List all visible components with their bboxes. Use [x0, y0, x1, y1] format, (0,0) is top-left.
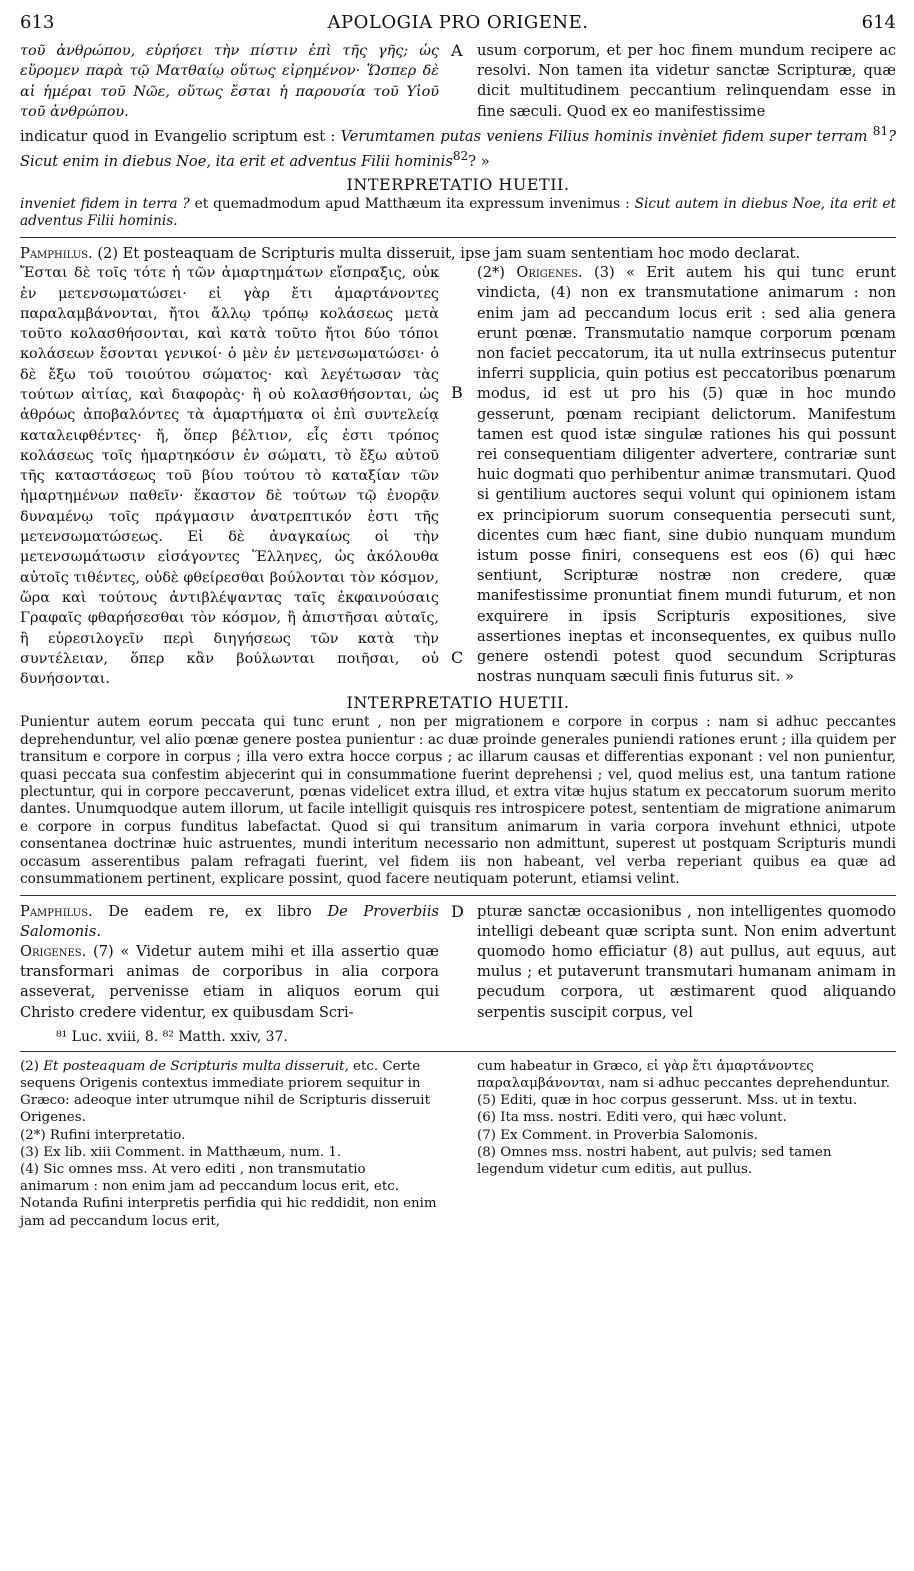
- footnote: (6) Ita mss. nostri. Editi vero, qui hæc volunt.: [477, 1110, 787, 1126]
- origenes-heading: (2*) Origenes.: [477, 264, 583, 282]
- pamphilus-name: Pamphilus.: [20, 244, 93, 262]
- interp1-title: INTERPRETATIO HUETII.: [346, 174, 570, 194]
- pamphilus-1: [20, 244, 896, 264]
- marker-d: D: [451, 901, 464, 921]
- page: [20, 12, 896, 1230]
- footnote: (8) Omnes mss. nostri habent, aut pulvis; sed tamen legendum videtur cum editis, aut pullus.: [477, 1144, 832, 1177]
- divider-3: [20, 1051, 896, 1052]
- footnote-ref-82: 82: [452, 148, 469, 163]
- lower-right: pturæ sanctæ occasionibus , non intelligentes quomodo intelligi debeant quæ scripta sunt. Non enim advertunt quomodo homo efficiatur (8) aut pullus, aut equus, aut mulus ; et putaverunt transmutari humanam animam in pecudum corpora, ut æstimarent quod aliquando serpentis suscipit corpus, vel: [477, 902, 896, 1021]
- footnote: (7) Ex Comment. in Proverbia Salomonis.: [477, 1127, 758, 1143]
- interp2-text: Punientur autem eorum peccata qui tunc erunt , non per migrationem e corpore in corpus : nam si adhuc peccantes deprehenduntur, vel alio pœnæ genere postea punientur : ac duæ proinde generales puniendi rationes erunt ; illa quidem per transitum e corpore in corpus ; illa vero extra hocce corpus ; ac illarum causas et differentias exponant : vel non punientur, quasi peccata sua confestim abjecerint qui in consummatione fuerint deprehensi ; vel, quod melius est, una tantum ratione plectuntur, qui in corpore peccaverunt, pœnas videlicet extra illud, et extra vitæ hujus statum ex peccatorum suorum merito dantes. Unumquodque autem illorum, ut facile intelligit quisquis res introspicere potest, sententiam de migratione animarum e corpore in corpus funditus labefactat. Quod si qui transitum animarum in varia corpora invehunt ethnici, utpote consentanea doctrinæ huic astruentes, mundi interitum necessario non admittunt, superest ut postquam Scripturis mundi occasum asserentibus palam refragati fuerint, vel fidem iis non habeant, vel verba reperiant quibus ea quæ ad consummationem pertinent, explicare possint, quod facere neutiquam poterunt, etiamsi velint.: [20, 714, 896, 888]
- left-page-number: 613: [20, 12, 55, 33]
- notes-columns: [20, 1058, 896, 1230]
- notes-right: [477, 1058, 896, 1230]
- footnote: (2) Et posteaquam de Scripturis multa disseruit, etc. Certe sequens Origenis contextus immediate priorem sequitur in Græco: adeoque inter utrumque nihil de Scripturis disseruit Origenes.: [20, 1058, 430, 1126]
- right-page-number: 614: [861, 12, 896, 33]
- main-greek: Ἔσται δὲ τοῖς τότε ἡ τῶν ἁμαρτημάτων εἴσπραξις, οὐκ ἐν μετενσωματώσει· εἰ γὰρ ἔτι ἁμαρτάνοντες παραλαμβάνονται, ἤτοι ἄλλῳ τρόπῳ κολάσεως μετὰ τοῦτο κολασθήσονται, καὶ κατὰ τοῦτο ἤτοι δύο τόποι κολάσεων ἔσονται γενικοί· ὁ μὲν ἐν μετενσωματώσει· ὁ δὲ ἔξω τοῦ τοιούτου σώματος· καὶ λεγέτωσαν τὰς τούτων αἰτίας, καὶ διαφορὰς· ἢ οὐ κολασθήσονται, ὡς ἀθρόως ἀποβαλόντες τὰ ἁμαρτήματα οἱ ἐπὶ συντελείᾳ καταλειφθέντες· ἤ, ὅπερ βέλτιον, εἷς ἐστι τρόπος κολάσεως τοῖς ἡμαρτηκόσιν ἐν σώματι, τὸ ἔξω αὐτοῦ τῆς καταστάσεως τοῦ βίου τούτου τὸ καταξίαν τῶν ἡμαρτημένων παθεῖν· ἕκαστον δὲ τούτων τῷ ἐνορᾷν δυναμένῳ τοῖς πράγμασιν ἀνατρεπτικόν ἐστι τῆς μετενσωματώσεως. Εἰ δὲ ἀναγκαίως οἱ τὴν μετενσωμάτωσιν εἰσάγοντες Ἕλληνες, ὡς ἀκόλουθα αὐτοῖς τιθέντες, οὐδὲ φθείρεσθαι βούλονται τὸν κόσμον, ὥρα καὶ τούτους ἀντιβλέψαντας ταῖς ἐκφαινούσαις Γραφαῖς φθαρήσεσθαι τὸν κόσμον, ἢ ἀπιστῆσαι αὐταῖς, ἢ εὑρεσιλογεῖν περὶ διηγήσεως τῶν κατὰ τὴν συντέλειαν, ὅπερ κἂν βούλωνται ποιῆσαι, οὐ δυνήσονται.: [20, 265, 439, 688]
- notes-left: [20, 1058, 439, 1230]
- divider-2: [20, 895, 896, 896]
- top-full-end: ? »: [468, 152, 490, 170]
- main-columns: [20, 263, 896, 689]
- interp1-italic: inveniet fidem in terra ?: [20, 195, 190, 212]
- top-full-italic: Verumtamen putas veniens Filius hominis invèniet fidem super terram: [340, 128, 868, 146]
- marker-a: A: [451, 41, 463, 60]
- interp1-body: et quemadmodum apud Matthæum ita expressum invenimus :: [194, 195, 630, 212]
- main-latin-body: (3) « Erit autem his qui tunc erunt vindicta, (4) non ex transmutatione animarum : non enim jam ad peccandum locus erit : sed alia genera erunt pœnæ. Transmutatio namque corporum pœnam non faciet peccatorum, ita ut nulla extrinsecus putentur inferri supplicia, quin potius est peccatoribus pœnarum modus, id est ut pro his (5) quæ in hoc mundo gesserunt, pœnam recipiant delictorum. Manifestum tamen est quod istæ singulæ rationes his qui possunt rei consequentiam diligenter advertere, contrariæ sunt huic dogmati quo perhibentur animæ transmutari. Quod si gentilium auctores sequi volunt qui opinionem istam ex principiorum suorum consequentia persecuti sunt, dicentes cum hæc fiant, sine dubio nunquam mundum istum posse finiri, consequens est eos (6) qui hæc sentiunt, Scripturæ nostræ non credere, quæ manifestissime pronuntiat finem mundi futurum, et non exquirere in ipsis Scripturis expositiones, sive assertiones ineptas et inconsequentes, ex quibus nullo genere ostendi potest quod secundum Scripturas nostras nunquam sæculi finis futurus sit. »: [477, 264, 897, 686]
- footnote: (2*) Rufini interpretatio.: [20, 1127, 186, 1143]
- marker-c: C: [451, 648, 464, 668]
- origenes-name-2: Origenes.: [20, 942, 87, 960]
- lower-columns: [20, 902, 896, 1023]
- footnote: (3) Ex lib. xiii Comment. in Matthæum, num. 1.: [20, 1144, 342, 1160]
- lower-left-2: [20, 942, 439, 1023]
- pamphilus-text-2: De eadem re, ex libro: [108, 902, 312, 920]
- pamphilus-book: De Proverbiis Salomonis.: [20, 902, 440, 940]
- page-header: [20, 12, 896, 33]
- top-greek: τοῦ ἀνθρώπου, εὑρήσει τὴν πίστιν ἐπὶ τῆς γῆς; ὡς εὕρομεν παρὰ τῷ Ματθαίῳ οὕτως εἰρημένον· Ὥσπερ δὲ αἱ ἡμέραι τοῦ Νῶε, οὕτως ἔσται ἡ παρουσία τοῦ Υἱοῦ τοῦ ἀνθρώπου.: [20, 43, 439, 120]
- footnote: (5) Editi, quæ in hoc corpus gesserunt. Mss. ut in textu.: [477, 1093, 858, 1109]
- top-full-line: [20, 122, 896, 171]
- footnote: (4) Sic omnes mss. At vero editi , non transmutatio animarum : non enim jam ad peccandum locus erit, etc. Notanda Rufini interpretis perfidia qui hic reddidit, non enim jam ad peccandum locus erit,: [20, 1161, 437, 1229]
- lower-left: [20, 902, 439, 942]
- running-title: APOLOGIA PRO ORIGENE.: [327, 12, 589, 33]
- main-latin: [477, 263, 896, 687]
- top-full-italic-2: ? Sicut enim in diebus Noe, ita erit et adventus Filii hominis: [20, 128, 897, 170]
- marker-b: B: [451, 383, 463, 403]
- divider: [20, 237, 896, 238]
- top-columns: [20, 41, 896, 122]
- interp1-text: [20, 196, 896, 231]
- pamphilus-text: (2) Et posteaquam de Scripturis multa disseruit, ipse jam suam sententiam hoc modo declarat.: [97, 244, 801, 262]
- footnote: cum habeatur in Græco, εἰ γὰρ ἔτι ἁμαρτάνοντες παραλαμβάνονται, nam si adhuc peccantes deprehenduntur.: [477, 1058, 890, 1091]
- top-latin: usum corporum, et per hoc finem mundum recipere ac resolvi. Non tamen ita videtur sanctæ Scripturæ, quæ dicit multitudinem peccantium relinquendam esse in fine sæculi. Quod ex eo manifestissime: [477, 42, 896, 120]
- scripture-refs: ⁸¹ Luc. xviii, 8. ⁸² Matth. xxiv, 37.: [56, 1028, 288, 1045]
- interp2-title: INTERPRETATIO HUETII.: [346, 693, 570, 713]
- top-full-text: indicatur quod in Evangelio scriptum est :: [20, 128, 336, 146]
- origenes-text-2: (7) « Videtur autem mihi et illa assertio quæ transformari animas de corporibus in alia corpora asseverat, pervenisse etiam in aliquos eorum qui Christo credere videntur, ex quibusdam Scri-: [20, 942, 440, 1021]
- pamphilus-name-2: Pamphilus.: [20, 902, 93, 920]
- footnote-ref-81: 81: [872, 124, 889, 139]
- interp1-italic-2: Sicut autem in diebus Noe, ita erit et adventus Filii hominis.: [20, 195, 896, 230]
